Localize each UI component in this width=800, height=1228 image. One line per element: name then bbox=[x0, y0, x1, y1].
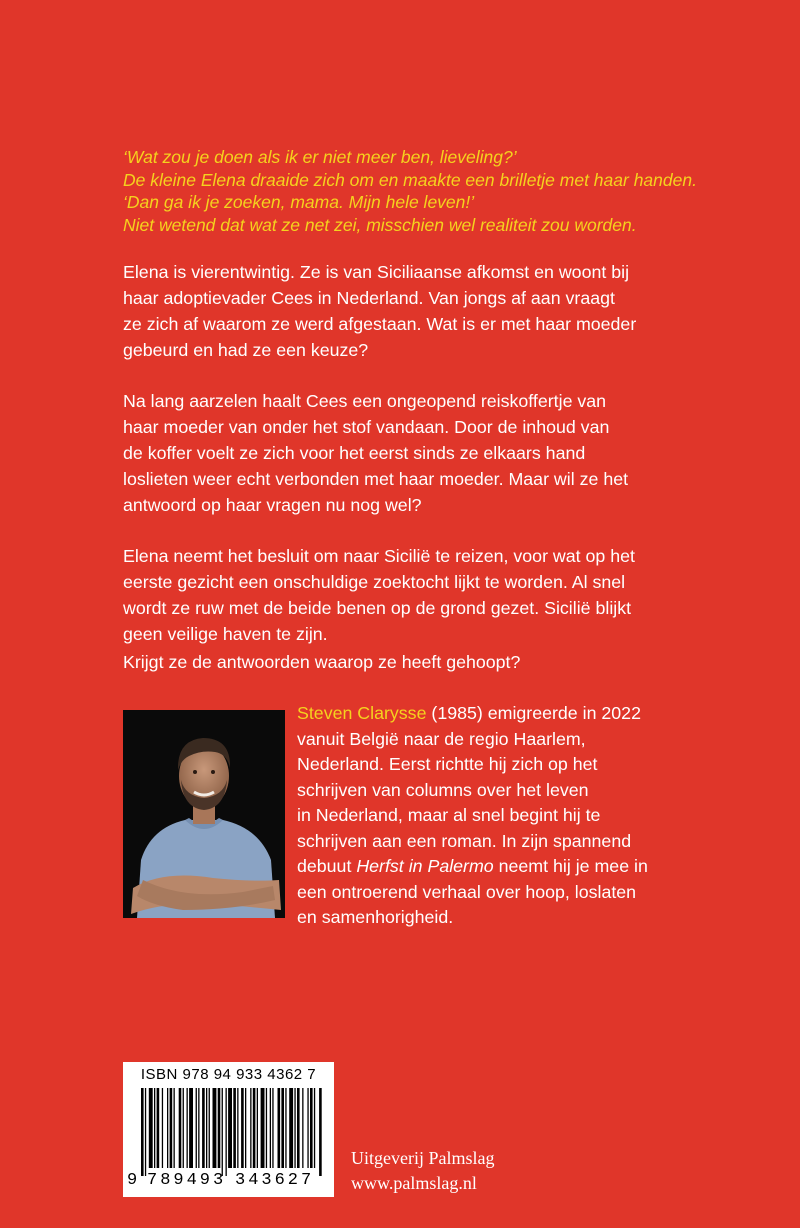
barcode-bar bbox=[187, 1088, 188, 1168]
barcode-bar bbox=[294, 1088, 295, 1168]
barcode-bar bbox=[162, 1088, 163, 1168]
quote-line: Niet wetend dat wat ze net zei, misschien wel realiteit zou worden. bbox=[123, 214, 637, 235]
publisher-name: Uitgeverij Palmslag bbox=[351, 1148, 495, 1168]
bio-line: schrijven aan een roman. In zijn spannend bbox=[297, 830, 632, 851]
barcode-bar bbox=[245, 1088, 246, 1168]
barcode-bar bbox=[170, 1088, 173, 1168]
blurb-paragraph-4 bbox=[123, 649, 703, 675]
blurb-line: gebeurd en had ze een keuze? bbox=[123, 340, 369, 360]
barcode-digits-left: 789493 bbox=[147, 1171, 227, 1190]
blurb-line: eerste gezicht een onschuldige zoektocht lijkt te worden. Al snel bbox=[123, 572, 626, 592]
blurb-paragraph-1 bbox=[123, 259, 703, 363]
author-photo bbox=[123, 710, 285, 918]
publisher-info bbox=[351, 1146, 494, 1196]
blurb-line: Na lang aarzelen haalt Cees een ongeopend reiskoffertje van bbox=[123, 391, 607, 411]
author-portrait-illustration bbox=[123, 710, 285, 918]
barcode-bar bbox=[198, 1088, 199, 1168]
bio-line: Nederland. Eerst richtte hij zich op het bbox=[297, 754, 598, 774]
barcode-bar bbox=[226, 1088, 227, 1176]
bio-line: in Nederland, maar al snel begint hij te bbox=[297, 805, 601, 825]
barcode-bar bbox=[270, 1088, 271, 1168]
barcode-bar bbox=[202, 1088, 205, 1168]
barcode-bar bbox=[189, 1088, 193, 1168]
blurb-line: Elena neemt het besluit om naar Sicilië te reizen, voor wat op het bbox=[123, 546, 635, 566]
blurb-line: geen veilige haven te zijn. bbox=[123, 624, 328, 644]
author-name: Steven Clarysse bbox=[297, 703, 427, 723]
isbn-label: ISBN 978 94 933 4362 7 bbox=[140, 1066, 317, 1083]
barcode-bar bbox=[319, 1088, 322, 1176]
bio-line: debuut Herfst in Palermo neemt hij je mee in bbox=[297, 856, 648, 876]
blurb-line: ze zich af waarom ze werd afgestaan. Wat is er met haar moeder bbox=[123, 314, 637, 334]
barcode-bar bbox=[233, 1088, 236, 1168]
barcode-bar bbox=[213, 1088, 217, 1168]
barcode-bar bbox=[310, 1088, 313, 1168]
blurb-line: haar adoptievader Cees in Nederland. Van jongs af aan vraagt bbox=[123, 288, 615, 308]
barcode-bar bbox=[206, 1088, 207, 1168]
quote-line: De kleine Elena draaide zich om en maakte een brilletje met haar handen. bbox=[123, 169, 697, 190]
opening-quote bbox=[123, 146, 743, 236]
barcode-bar bbox=[179, 1088, 182, 1168]
bio-line: een ontroerend verhaal over hoop, loslaten bbox=[297, 881, 637, 902]
barcode-bar bbox=[145, 1088, 146, 1176]
blurb-paragraph-3 bbox=[123, 543, 703, 647]
author-bio bbox=[297, 701, 717, 931]
barcode-bar bbox=[218, 1088, 221, 1168]
barcode-bar bbox=[289, 1088, 293, 1168]
barcode-bar bbox=[302, 1088, 303, 1168]
publisher-url: www.palmslag.nl bbox=[351, 1173, 477, 1193]
quote-line: ‘Wat zou je doen als ik er niet meer ben, lieveling?’ bbox=[123, 147, 517, 167]
blurb-line: Krijgt ze de antwoorden waarop ze heeft gehoopt? bbox=[123, 652, 521, 672]
barcode-bar bbox=[250, 1088, 251, 1168]
bio-line: Steven Clarysse (1985) emigreerde in 2022 bbox=[297, 703, 641, 723]
blurb-paragraph-2 bbox=[123, 388, 703, 518]
barcode-bar bbox=[261, 1088, 265, 1168]
blurb-line: de koffer voelt ze zich voor het eerst sinds ze elkaars hand bbox=[123, 443, 586, 463]
blurb-line: haar moeder van onder het stof vandaan. Door de inhoud van bbox=[123, 417, 610, 437]
barcode-bar bbox=[241, 1088, 244, 1168]
barcode-bar bbox=[278, 1088, 281, 1168]
barcode-bars bbox=[123, 1088, 334, 1178]
barcode-bar bbox=[314, 1088, 315, 1168]
barcode-bar bbox=[272, 1088, 273, 1168]
barcode-bar bbox=[253, 1088, 256, 1168]
blurb-line: Elena is vierentwintig. Ze is van Siciliaanse afkomst en woont bij bbox=[123, 262, 630, 282]
barcode-bar bbox=[209, 1088, 210, 1168]
barcode-bar bbox=[297, 1088, 300, 1168]
quote-line: ‘Dan ga ik je zoeken, mama. Mijn hele leven!’ bbox=[123, 192, 475, 212]
blurb-line: antwoord op haar vragen nu nog wel? bbox=[123, 495, 422, 515]
barcode-bar bbox=[149, 1088, 153, 1168]
blurb-line: loslieten weer echt verbonden met haar moeder. Maar wil ze het bbox=[123, 469, 629, 489]
barcode-bar bbox=[183, 1088, 184, 1168]
barcode-bar bbox=[285, 1088, 286, 1168]
barcode-bar bbox=[222, 1088, 223, 1176]
bio-line: schrijven van columns over het leven bbox=[297, 779, 589, 800]
barcode-bar bbox=[157, 1088, 160, 1168]
barcode-digits-right: 343627 bbox=[235, 1171, 315, 1190]
barcode-bar bbox=[228, 1088, 232, 1168]
barcode-bar bbox=[167, 1088, 168, 1168]
isbn-barcode bbox=[123, 1062, 334, 1197]
barcode-digit-first: 9 bbox=[127, 1171, 138, 1190]
barcode-bar bbox=[266, 1088, 267, 1168]
barcode-bar bbox=[154, 1088, 155, 1168]
barcode-bar bbox=[174, 1088, 175, 1168]
barcode-bar bbox=[196, 1088, 197, 1168]
blurb-line: wordt ze ruw met de beide benen op de grond gezet. Sicilië blijkt bbox=[123, 598, 632, 618]
bio-line: vanuit België naar de regio Haarlem, bbox=[297, 728, 586, 749]
barcode-bar bbox=[307, 1088, 308, 1168]
barcode-bar bbox=[237, 1088, 238, 1168]
barcode-bar bbox=[141, 1088, 144, 1176]
barcode-bar bbox=[257, 1088, 258, 1168]
book-title: Herfst in Palermo bbox=[356, 856, 494, 876]
bio-line: en samenhorigheid. bbox=[297, 907, 454, 927]
barcode-bar bbox=[281, 1088, 284, 1168]
